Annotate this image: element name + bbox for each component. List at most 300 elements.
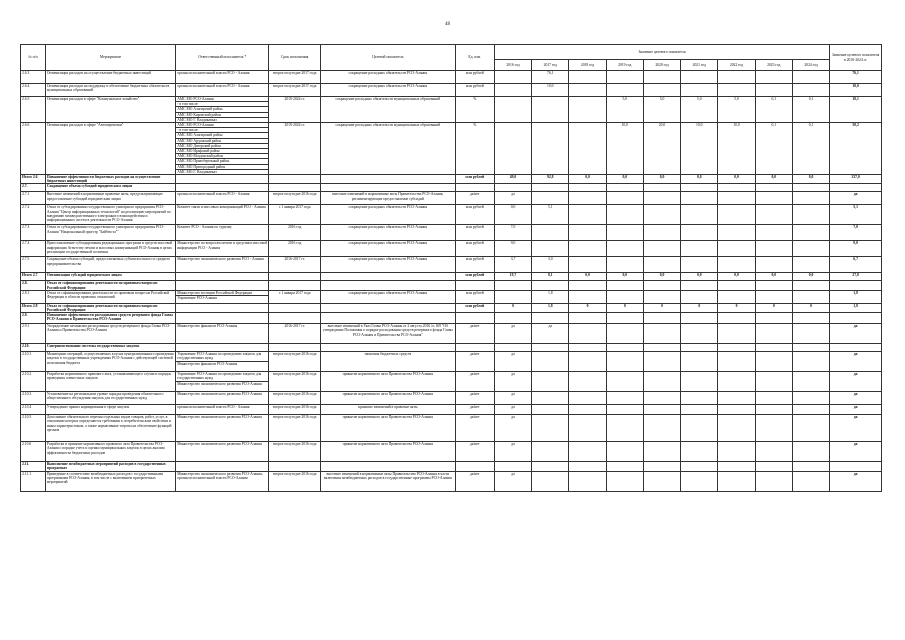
row-number: 2.10.2: [21, 372, 46, 392]
row-term: [269, 303, 321, 312]
header-values-group: Значение целевого показателя: [494, 45, 829, 60]
row-result: экономия бюджетных средств: [321, 352, 456, 372]
row-year-value: 0,0: [718, 175, 755, 184]
row-year-value: [606, 257, 643, 273]
row-year-value: [494, 123, 531, 175]
row-year-value: [494, 462, 531, 471]
row-term: [269, 175, 321, 184]
row-unit: да/нет: [455, 442, 494, 462]
row-year-value: [643, 405, 680, 415]
row-term: второе полугодие 2016 года: [269, 471, 321, 491]
table-header-row: [21, 45, 882, 60]
header-unit: Ед. изм.: [455, 45, 494, 71]
row-event: Внесение изменений в нормативные правовые акты, предусматривающие предоставление субсидий юридическим лицам: [45, 192, 175, 205]
row-year-value: [681, 241, 718, 257]
row-year-value: 0,0: [606, 273, 643, 281]
row-responsible: [176, 471, 269, 491]
row-year-value: [718, 290, 755, 303]
row-year-value: [755, 471, 792, 491]
row-number: 2.11.: [21, 462, 46, 471]
header-year: 2024 год: [792, 60, 829, 71]
row-year-value: да: [494, 471, 531, 491]
row-year-value: [643, 392, 680, 405]
row-year-value: [755, 415, 792, 442]
row-total-value: 9,0: [830, 241, 882, 257]
row-year-value: 10,0: [606, 123, 643, 175]
row-year-value: да: [494, 415, 531, 442]
row-year-value: [569, 352, 606, 372]
row-year-value: [606, 372, 643, 392]
row-year-value: [606, 192, 643, 205]
table-row: [21, 273, 882, 281]
row-year-value: [643, 324, 680, 344]
row-responsible: [176, 205, 269, 225]
row-number: 2.7.3: [21, 225, 46, 241]
row-year-value: [755, 324, 792, 344]
row-term: [269, 184, 321, 192]
row-responsible: [176, 405, 269, 415]
row-total-value: да: [830, 372, 882, 392]
row-responsible: [176, 273, 269, 281]
row-year-value: [792, 257, 829, 273]
row-term: второе полугодие 2016 года: [269, 415, 321, 442]
row-year-value: [681, 205, 718, 225]
responsible-item: Министерство по вопросам печати и средствам массовой информации РСО - Алания: [177, 241, 268, 250]
row-year-value: 0,0: [681, 175, 718, 184]
row-total-value: [830, 184, 882, 192]
row-event: Отказ от софинансирования деятельности по правовым вопросам Российской Федерации в области правовых отношений: [45, 290, 175, 303]
row-year-value: [606, 405, 643, 415]
row-year-value: 8,1: [532, 273, 569, 281]
table-row: [21, 324, 882, 344]
row-year-value: [718, 471, 755, 491]
row-year-value: [494, 281, 531, 290]
row-year-value: [532, 415, 569, 442]
row-event: Выполнение межбюджетных мероприятий расходов в государственных программах: [45, 462, 175, 471]
row-year-value: да: [494, 405, 531, 415]
row-year-value: [606, 352, 643, 372]
row-year-value: [718, 392, 755, 405]
row-year-value: 0,0: [494, 205, 531, 225]
row-year-value: [569, 462, 606, 471]
row-year-value: [643, 257, 680, 273]
row-year-value: [681, 225, 718, 241]
row-year-value: [755, 462, 792, 471]
table-row: [21, 205, 882, 225]
row-total-value: да: [830, 405, 882, 415]
row-total-value: да: [830, 415, 882, 442]
row-number: Итого 2.8: [21, 303, 46, 312]
row-event: Дополнение обязательного перечня отдельных видов товаров, работ, услуг, в отношении которых определяются требования к потребительским свойствам и иным характеристикам, а также нормативные затраты на обеспечение функций органов: [45, 415, 175, 442]
row-year-value: [569, 84, 606, 97]
row-year-value: [643, 471, 680, 491]
row-year-value: [755, 352, 792, 372]
row-term: второе полугодие 2016 года: [269, 405, 321, 415]
row-unit: %: [455, 123, 494, 175]
row-year-value: 0,0: [569, 175, 606, 184]
row-year-value: [681, 192, 718, 205]
row-unit: млн рублей: [455, 71, 494, 84]
table-row: [21, 344, 882, 352]
row-year-value: [718, 372, 755, 392]
responsible-item: АМС МО Ардонский район: [176, 138, 268, 143]
row-total-value: [830, 344, 882, 352]
row-year-value: [532, 471, 569, 491]
row-unit: [455, 281, 494, 290]
row-total-value: 7,0: [830, 225, 882, 241]
responsible-item: АМС МО Пригородный район: [176, 164, 268, 169]
row-year-value: [606, 462, 643, 471]
row-number: 2.10.6: [21, 442, 46, 462]
row-year-value: [792, 344, 829, 352]
row-year-value: 0: [569, 303, 606, 312]
responsible-item: Управление РСО-Алания по проведению закупок для государственных нужд: [177, 352, 262, 361]
row-total-value: да: [830, 192, 882, 205]
row-event: Оптимизация субсидий юридическим лицам: [45, 273, 175, 281]
row-event: Отказ от софинансирования деятельности по правовым вопросам Российской Федерации: [45, 281, 175, 290]
row-year-value: [681, 462, 718, 471]
row-event: Утверждение правил нормирования в сфере закупок: [45, 405, 175, 415]
row-year-value: [606, 225, 643, 241]
row-term: [269, 313, 321, 324]
row-year-value: [643, 344, 680, 352]
row-number: 2.10.: [21, 344, 46, 352]
row-year-value: [569, 344, 606, 352]
row-year-value: [681, 290, 718, 303]
responsible-item: - в том числе:: [176, 127, 268, 132]
table-row: [21, 84, 882, 97]
row-year-value: 10,0: [681, 123, 718, 175]
row-number: 2.7.5: [21, 257, 46, 273]
row-number: Итого 2.7: [21, 273, 46, 281]
row-event: Приостановление субсидирования редакционных программ и средств массовой информации Агентству печати и массовых коммуникаций РСО-Алания в целях реализации государственной политики: [45, 241, 175, 257]
row-responsible: [176, 415, 269, 442]
row-result: [321, 303, 456, 312]
row-year-value: [532, 372, 569, 392]
row-year-value: [792, 71, 829, 84]
row-event: Приведение в соответствие межбюджетных расходов с государственными программами РСО-Алания, в том числе с включением приоритетных мероприятий: [45, 471, 175, 491]
header-year: 2019 год: [606, 60, 643, 71]
responsible-item: АМС МО Г. Владикавказ: [176, 117, 268, 122]
table-row: [21, 184, 882, 192]
row-year-value: [569, 184, 606, 192]
row-year-value: [718, 192, 755, 205]
row-unit: да/нет: [455, 372, 494, 392]
row-year-value: [718, 415, 755, 442]
row-number: 2.9.: [21, 313, 46, 324]
row-responsible: [176, 352, 269, 372]
row-year-value: 0: [755, 303, 792, 312]
row-year-value: [532, 405, 569, 415]
table-row: [21, 175, 882, 184]
row-year-value: [606, 471, 643, 491]
row-year-value: [681, 344, 718, 352]
row-year-value: [606, 281, 643, 290]
row-year-value: [792, 241, 829, 257]
row-total-value: 6,7: [830, 257, 882, 273]
row-unit: млн рублей: [455, 273, 494, 281]
row-year-value: 0: [606, 303, 643, 312]
row-year-value: 0: [792, 303, 829, 312]
header-year: 2018 год: [569, 60, 606, 71]
row-responsible: [176, 225, 269, 241]
row-year-value: [718, 324, 755, 344]
row-total-value: да: [830, 324, 882, 344]
row-year-value: [792, 225, 829, 241]
row-year-value: 0,0: [792, 273, 829, 281]
row-event: Совершенствование системы государственных закупок: [45, 344, 175, 352]
row-responsible: [176, 372, 269, 392]
header-term: Срок исполнения: [269, 45, 321, 71]
header-year: 2016 год: [494, 60, 531, 71]
row-year-value: [792, 84, 829, 97]
row-year-value: [792, 324, 829, 344]
row-year-value: [606, 392, 643, 405]
table-row: [21, 257, 882, 273]
row-unit: млн рублей: [455, 225, 494, 241]
row-unit: да/нет: [455, 324, 494, 344]
row-year-value: [643, 415, 680, 442]
row-year-value: 5,1: [532, 205, 569, 225]
row-year-value: [569, 442, 606, 462]
row-year-value: 5,0: [606, 97, 643, 123]
row-year-value: 5,0: [681, 97, 718, 123]
row-responsible: [176, 442, 269, 462]
row-total-value: да: [830, 392, 882, 405]
row-total-value: 50,2: [830, 123, 882, 175]
row-year-value: да: [494, 352, 531, 372]
row-number: 2.8.: [21, 281, 46, 290]
row-year-value: [569, 471, 606, 491]
row-year-value: [569, 192, 606, 205]
row-number: 2.10.1: [21, 352, 46, 372]
row-result: сокращение расходных обязательств муниципальных образований: [321, 123, 456, 175]
row-year-value: [681, 84, 718, 97]
row-term: 2019-2024 гг.: [269, 97, 321, 123]
row-result: принятие нормативного акта Правительства РСО-Алания: [321, 415, 456, 442]
row-number: 2.7.2: [21, 205, 46, 225]
row-unit: да/нет: [455, 192, 494, 205]
row-year-value: [755, 290, 792, 303]
row-responsible: [176, 123, 269, 175]
row-event: Сокращение объема субсидий, предоставляемых субъектам малого и среднего предпринимательства: [45, 257, 175, 273]
row-responsible: [176, 71, 269, 84]
row-year-value: [718, 84, 755, 97]
row-year-value: 0,0: [606, 175, 643, 184]
row-result: [321, 184, 456, 192]
row-year-value: 3,7: [494, 257, 531, 273]
responsible-item: органы исполнительной власти РСО - Алания: [177, 71, 250, 75]
row-unit: млн рублей: [455, 175, 494, 184]
row-unit: [455, 344, 494, 352]
row-number: Итого 2.6: [21, 175, 46, 184]
row-year-value: [755, 184, 792, 192]
row-event: Упорядочение механизма расходования средств резервного фонда Главы РСО-Алания и Правительства РСО-Алания: [45, 324, 175, 344]
row-event: Сокращение объема субсидий юридическим лицам: [45, 184, 175, 192]
row-year-value: [532, 442, 569, 462]
row-year-value: да: [532, 324, 569, 344]
responsible-item: Министерство экономического развития РСО-Алания: [177, 392, 262, 397]
row-year-value: 3,0: [532, 257, 569, 273]
table-row: [21, 462, 882, 471]
row-year-value: [718, 257, 755, 273]
row-result: сокращение расходных обязательств РСО-Алания: [321, 71, 456, 84]
row-year-value: [792, 372, 829, 392]
row-year-value: [606, 84, 643, 97]
row-year-value: 0,0: [755, 175, 792, 184]
row-term: 2019-2024 гг.: [269, 123, 321, 175]
row-year-value: [532, 281, 569, 290]
row-total-value: [830, 313, 882, 324]
row-unit: да/нет: [455, 415, 494, 442]
row-term: с 1 января 2017 года: [269, 205, 321, 225]
row-year-value: [643, 372, 680, 392]
row-year-value: [681, 184, 718, 192]
row-result: сокращение расходных обязательств РСО-Алания: [321, 241, 456, 257]
row-event: Отказ от субсидирования государственного унитарного предприятия РСО-Алания "Центр информационных технологий" на реализацию мероприятий по внедрению межведомственного электронного взаимодействия и информационных систем в деятельности РСО-Алания: [45, 205, 175, 225]
row-year-value: 49,0: [494, 175, 531, 184]
row-year-value: [755, 205, 792, 225]
row-year-value: 0,0: [718, 273, 755, 281]
row-year-value: 0,0: [755, 273, 792, 281]
row-year-value: 10,0: [718, 123, 755, 175]
row-year-value: 0,1: [755, 123, 792, 175]
row-year-value: [792, 192, 829, 205]
table-row: [21, 71, 882, 84]
row-year-value: [606, 324, 643, 344]
row-responsible: [176, 97, 269, 123]
row-term: 2016-2017 гг.: [269, 324, 321, 344]
row-year-value: [569, 324, 606, 344]
row-term: второе полугодие 2016 года: [269, 372, 321, 392]
row-year-value: [532, 123, 569, 175]
row-year-value: [569, 257, 606, 273]
row-year-value: 0,0: [643, 273, 680, 281]
row-year-value: 0: [718, 303, 755, 312]
row-year-value: [792, 442, 829, 462]
row-term: второе полугодие 2016 года: [269, 192, 321, 205]
row-year-value: [755, 241, 792, 257]
row-year-value: 0: [681, 303, 718, 312]
row-unit: %: [455, 97, 494, 123]
row-responsible: [176, 290, 269, 303]
row-event: Мониторинг операций, осуществляемых в целях централизованного проведения закупок в государственных учреждениях РСО-Алания с действующей системой исполнения бюджета: [45, 352, 175, 372]
row-unit: да/нет: [455, 352, 494, 372]
row-year-value: [681, 405, 718, 415]
row-year-value: [532, 97, 569, 123]
responsible-item: Министерство экономического развития РСО-Алания: [177, 442, 262, 447]
row-year-value: [569, 372, 606, 392]
row-year-value: [755, 257, 792, 273]
row-term: 2016 год: [269, 225, 321, 241]
row-year-value: 20,0: [643, 123, 680, 175]
row-year-value: [755, 405, 792, 415]
measures-table: [20, 44, 882, 492]
table-row: [21, 123, 882, 175]
row-year-value: [569, 225, 606, 241]
row-year-value: 0: [643, 303, 680, 312]
row-result: сокращение расходных обязательств муниципальных образований: [321, 97, 456, 123]
row-number: 2.10.3: [21, 392, 46, 405]
row-term: второе полугодие 2016 года: [269, 352, 321, 372]
row-year-value: [792, 415, 829, 442]
row-result: сокращение расходных обязательств РСО-Алания: [321, 225, 456, 241]
row-year-value: [643, 462, 680, 471]
responsible-item: АМС МО Правобережный район: [176, 158, 268, 163]
row-responsible: [176, 392, 269, 405]
row-year-value: [643, 290, 680, 303]
row-number: 2.8.1: [21, 290, 46, 303]
row-unit: [455, 313, 494, 324]
row-year-value: [718, 344, 755, 352]
table-row: [21, 97, 882, 123]
row-year-value: [681, 281, 718, 290]
row-result: [321, 344, 456, 352]
responsible-item: Управление РСО-Алания: [176, 295, 268, 300]
row-responsible: [176, 184, 269, 192]
row-responsible: [176, 344, 269, 352]
row-year-value: [532, 313, 569, 324]
row-year-value: [755, 392, 792, 405]
responsible-item: органы исполнительной власти РСО - Алания: [177, 192, 250, 197]
row-responsible: [176, 192, 269, 205]
row-year-value: [718, 462, 755, 471]
row-year-value: [792, 405, 829, 415]
row-result: [321, 175, 456, 184]
row-event: Повышение эффективности расходования средств резервного фонда Главы РСО-Алания и Правительства РСО-Алания: [45, 313, 175, 324]
row-year-value: да: [494, 442, 531, 462]
row-year-value: [681, 257, 718, 273]
row-total-value: 1,8: [830, 290, 882, 303]
row-year-value: [643, 241, 680, 257]
row-event: Установление на региональном уровне порядка проведения обязательного общественного обсуждения закупок для государственных нужд: [45, 392, 175, 405]
header-responsible: Ответственный исполнитель *: [176, 45, 269, 71]
row-result: сокращение расходных обязательств РСО-Алания: [321, 205, 456, 225]
row-year-value: [569, 405, 606, 415]
row-year-value: [606, 205, 643, 225]
row-responsible: [176, 303, 269, 312]
row-responsible: [176, 241, 269, 257]
row-result: принятие нормативного акта Правительства РСО-Алания: [321, 442, 456, 462]
row-number: 2.11.1: [21, 471, 46, 491]
responsible-item: Министерство финансов РСО-Алания: [176, 361, 268, 366]
row-year-value: [718, 71, 755, 84]
row-result: [321, 313, 456, 324]
row-unit: млн рублей: [455, 303, 494, 312]
table-row: [21, 225, 882, 241]
row-year-value: [681, 471, 718, 491]
row-event: Разработка и принятие нормативного правового акта Правительства РСО-Алания о порядке учета и оценки муниципальных закупок в целях анализа эффективности бюджетных расходов: [45, 442, 175, 462]
row-year-value: [643, 352, 680, 372]
row-year-value: [494, 84, 531, 97]
row-year-value: 0,0: [792, 175, 829, 184]
row-number: 2.6.5: [21, 97, 46, 123]
row-year-value: [606, 241, 643, 257]
responsible-item: органы исполнительной власти РСО - Алания: [177, 84, 250, 88]
row-event: Отказ от софинансирования деятельности по правовым вопросам Российской Федерации: [45, 303, 175, 312]
row-term: [269, 281, 321, 290]
row-number: 2.7.4: [21, 241, 46, 257]
row-year-value: [569, 97, 606, 123]
table-row: [21, 415, 882, 442]
row-year-value: [755, 84, 792, 97]
row-result: внесение изменений в нормативные акты Правительства РСО-Алания в части включения межбюджетных расходов в государственные программы РСО-Алания: [321, 471, 456, 491]
page-number: 48: [445, 22, 450, 27]
header-year: 2022 год: [718, 60, 755, 71]
row-term: второе полугодие 2017 года: [269, 84, 321, 97]
row-year-value: [643, 184, 680, 192]
row-year-value: 92,8: [532, 175, 569, 184]
